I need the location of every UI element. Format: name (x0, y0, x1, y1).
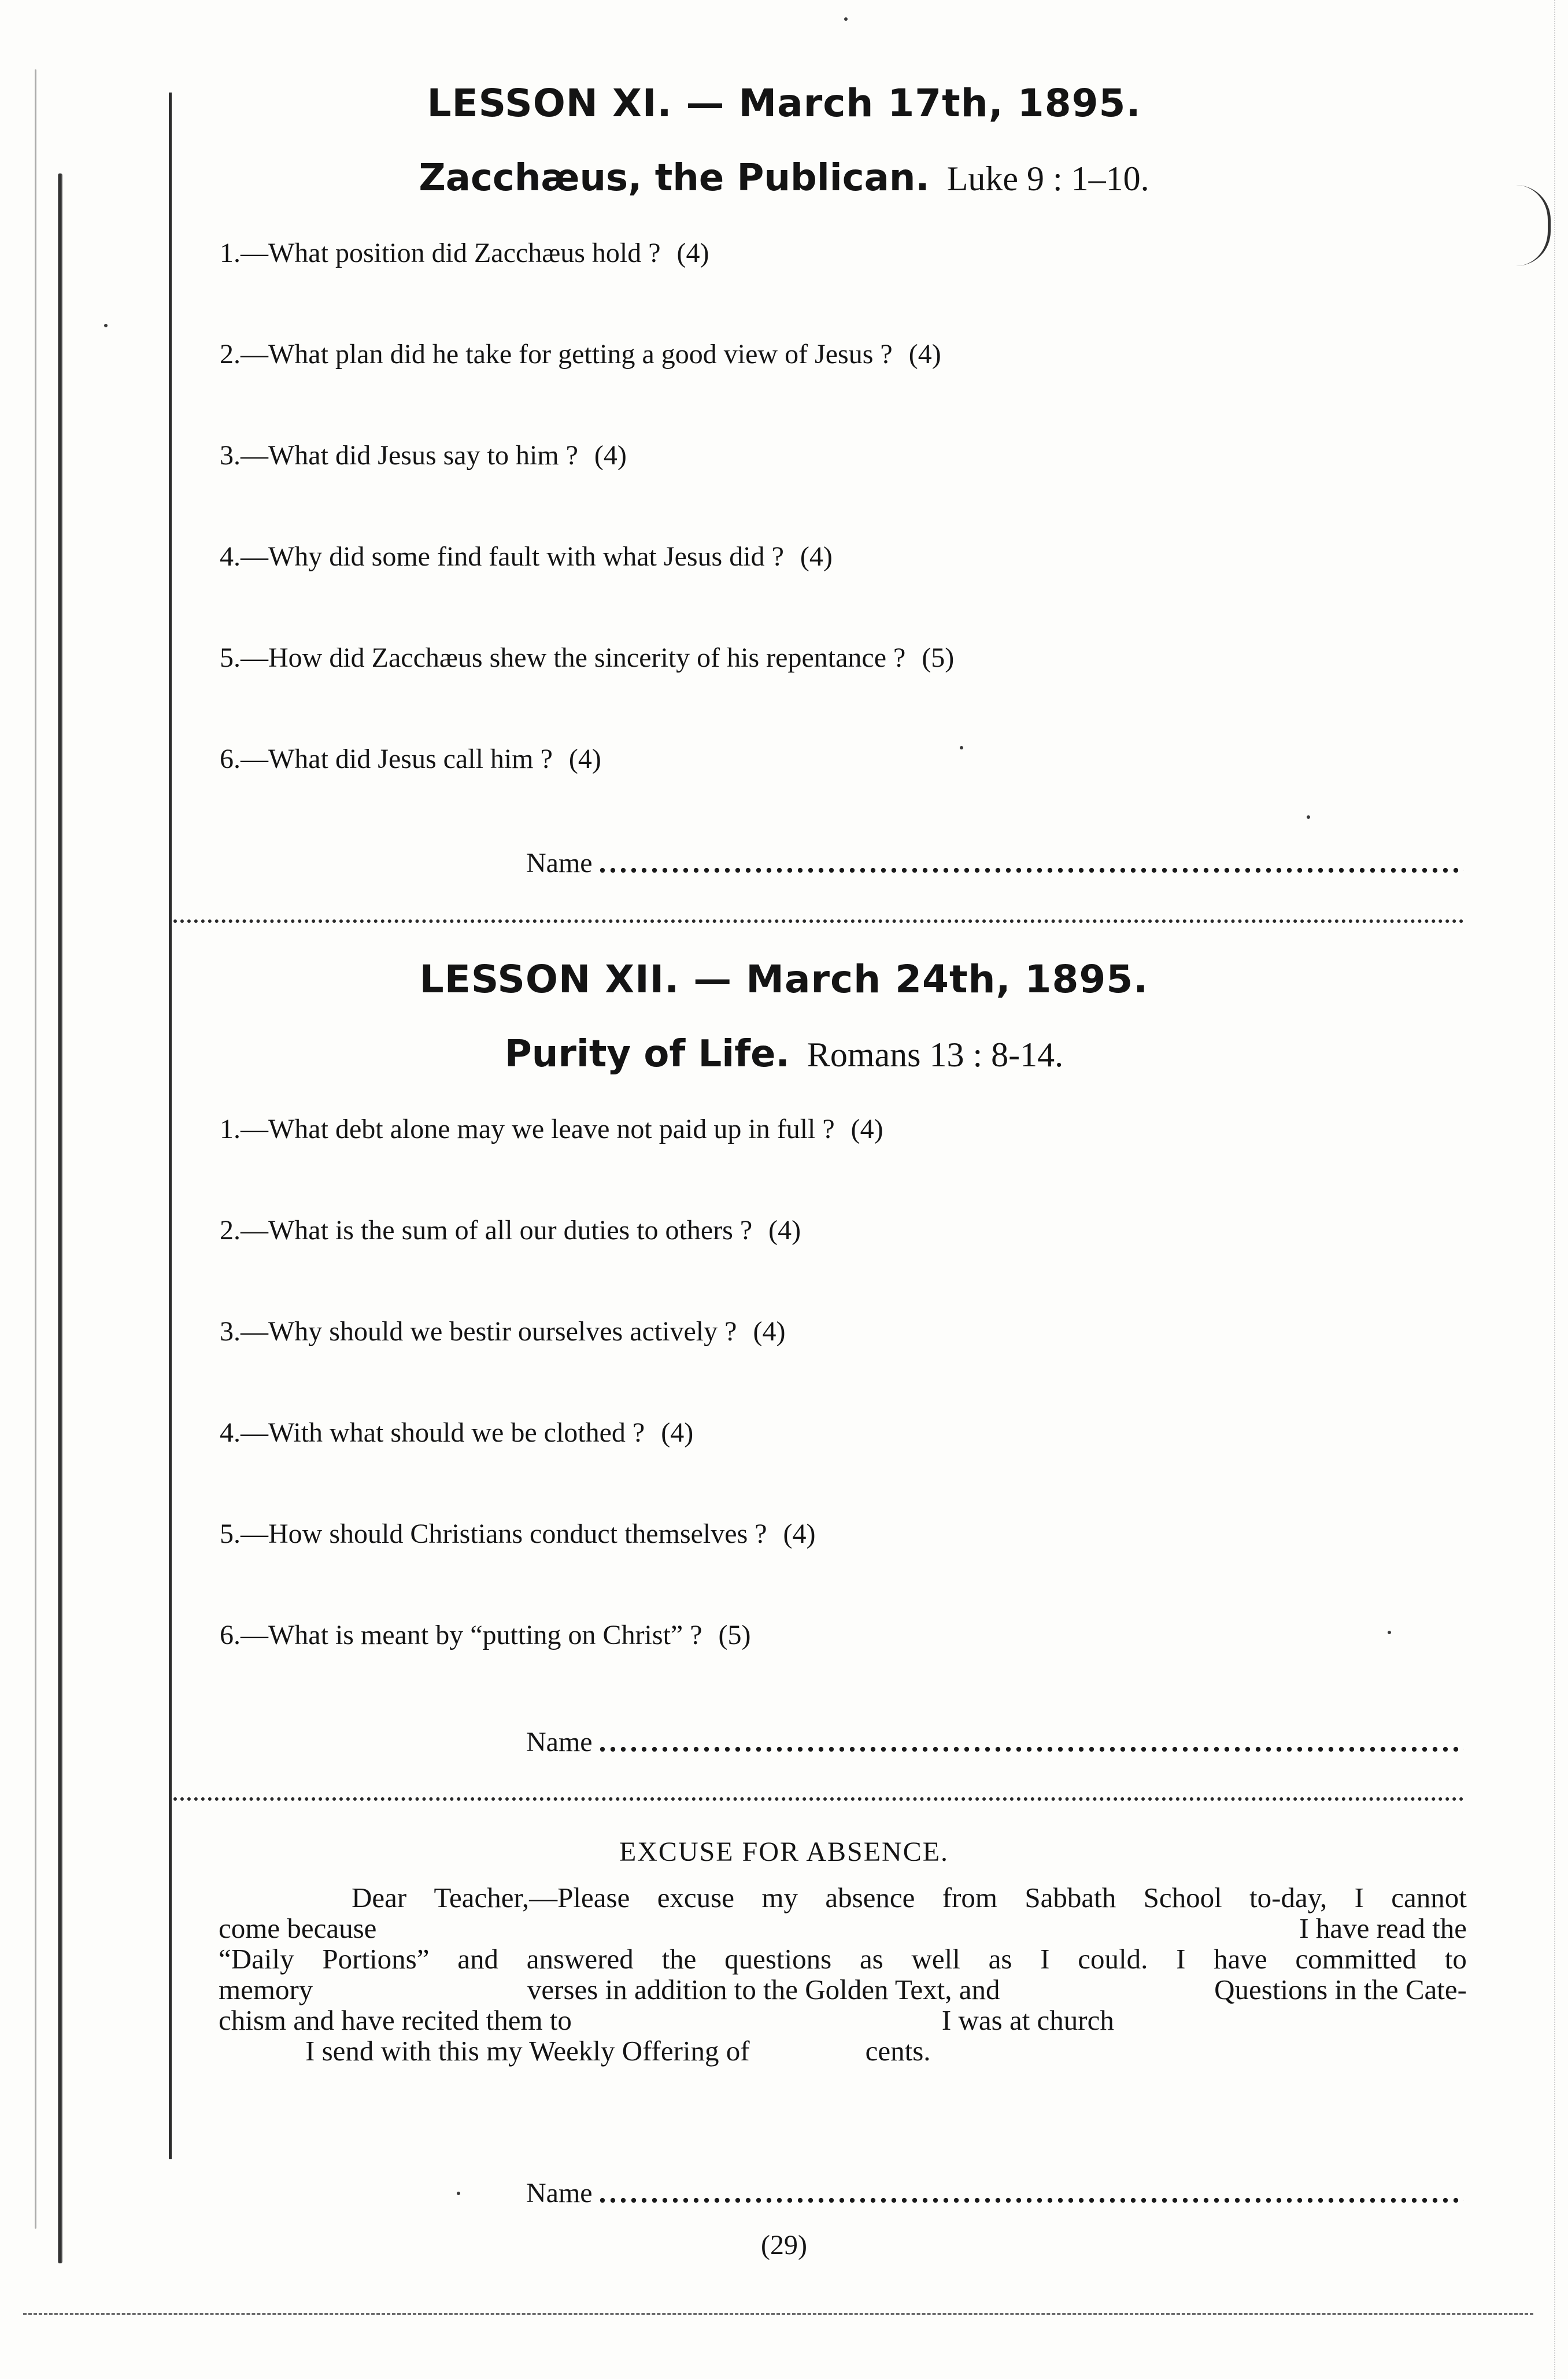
question-marks: (4) (594, 440, 627, 471)
excuse-word: well (911, 1943, 960, 1975)
excuse-word: committed (1295, 1943, 1417, 1975)
scan-speck (960, 746, 963, 749)
lesson-12-question-5 (220, 1518, 816, 1550)
excuse-word: cannot (1391, 1882, 1467, 1913)
lesson-11-question-1 (220, 237, 709, 269)
excuse-line-1 (219, 1882, 1467, 1913)
question-text: 5.—How should Christians conduct themselves ? (220, 1519, 767, 1549)
name-dotted-line[interactable] (597, 867, 1464, 873)
lesson-11-question-4 (220, 541, 833, 572)
lesson-11-title: Zacchæus, the Publican. (419, 157, 930, 200)
excuse-word: as (988, 1943, 1012, 1975)
scan-speck (1388, 1631, 1391, 1634)
question-text: 4.—With what should we be clothed ? (220, 1417, 645, 1448)
question-marks: (4) (908, 339, 941, 370)
question-marks: (4) (676, 238, 709, 268)
name-dotted-line[interactable] (597, 2197, 1464, 2203)
question-marks: (5) (922, 642, 955, 673)
excuse-word: have (1214, 1943, 1267, 1975)
excuse-word: the (661, 1943, 697, 1975)
excuse-line-3 (219, 1944, 1467, 1974)
lesson-12-question-1 (220, 1113, 883, 1145)
question-text: 3.—What did Jesus say to him ? (220, 440, 578, 471)
page-number: (29) (761, 2230, 807, 2260)
lesson-12-reference: Romans 13 : 8-14. (807, 1036, 1064, 1074)
question-marks: (5) (718, 1620, 751, 1650)
question-marks: (4) (800, 541, 833, 572)
excuse-word: my (761, 1882, 798, 1913)
excuse-name-field[interactable] (526, 2174, 1464, 2209)
question-text: 2.—What is the sum of all our duties to others ? (220, 1215, 753, 1246)
lesson-11-name-field[interactable] (526, 844, 1464, 879)
scan-speck (844, 17, 848, 21)
excuse-word: from (942, 1882, 997, 1913)
question-text: 1.—What position did Zacchæus hold ? (220, 238, 661, 268)
question-text: 6.—What is meant by “putting on Christ” ? (220, 1620, 702, 1650)
excuse-word: as (859, 1943, 883, 1975)
excuse-word: I (1040, 1943, 1050, 1975)
excuse-word: Dear (352, 1882, 407, 1913)
excuse-word: to (1444, 1943, 1467, 1975)
scan-speck (457, 2192, 460, 2195)
excuse-phrase: Questions in the Cate- (1214, 1974, 1467, 2005)
excuse-phrase: memory (219, 1974, 313, 2005)
excuse-phrase: come because (219, 1912, 377, 1944)
excuse-word: questions (724, 1943, 832, 1975)
excuse-word: I (1176, 1943, 1186, 1975)
name-label: Name (526, 1727, 593, 1757)
question-text: 3.—Why should we bestir ourselves actively ? (220, 1316, 737, 1347)
excuse-line-2 (219, 1913, 1467, 1944)
lesson-11-question-6 (220, 743, 601, 775)
excuse-title: EXCUSE FOR ABSENCE. (619, 1837, 949, 1867)
excuse-phrase: I was at church (941, 2004, 1114, 2036)
excuse-word: excuse (657, 1882, 735, 1913)
scan-speck (1307, 815, 1310, 819)
question-text: 2.—What plan did he take for getting a good view of Jesus ? (220, 339, 893, 370)
name-label: Name (526, 2178, 593, 2208)
lesson-12-question-6 (220, 1619, 750, 1651)
excuse-word: “Daily (219, 1943, 294, 1975)
lesson-11-reference: Luke 9 : 1–10. (946, 160, 1149, 198)
excuse-word: to-day, (1249, 1882, 1327, 1913)
lesson-11-heading: LESSON XI. — March 17th, 1895. (427, 81, 1141, 125)
lesson-12-heading: LESSON XII. — March 24th, 1895. (419, 957, 1149, 1002)
lesson-12-question-2 (220, 1214, 801, 1246)
lesson-12-subtitle (0, 1032, 1568, 1076)
page-edge-shadow (35, 69, 36, 2229)
question-text: 5.—How did Zacchæus shew the sincerity of his repentance ? (220, 642, 906, 673)
lesson-11-subtitle (0, 156, 1568, 200)
lesson-12-question-4 (220, 1417, 693, 1449)
question-text: 1.—What debt alone may we leave not paid up in full ? (220, 1114, 835, 1144)
excuse-phrase: cents. (865, 2035, 931, 2067)
right-page-edge (1554, 0, 1556, 2379)
scan-speck (104, 324, 108, 327)
excuse-line-6 (219, 2036, 1467, 2066)
excuse-word: School (1143, 1882, 1222, 1913)
excuse-word: absence (825, 1882, 915, 1913)
excuse-word: Portions” (322, 1943, 430, 1975)
excuse-line-4 (219, 1974, 1467, 2005)
excuse-word: and (457, 1943, 498, 1975)
excuse-line-5 (219, 2005, 1467, 2036)
lesson-12-question-3 (220, 1316, 785, 1347)
lesson-11-question-3 (220, 439, 627, 471)
question-marks: (4) (568, 744, 601, 774)
excuse-word: Sabbath (1025, 1882, 1116, 1913)
question-marks: (4) (783, 1519, 816, 1549)
excuse-phrase: I send with this my Weekly Offering of (305, 2035, 750, 2067)
lesson-12-title: Purity of Life. (504, 1033, 790, 1076)
question-marks: (4) (850, 1114, 883, 1144)
question-text: 4.—Why did some find fault with what Jesus did ? (220, 541, 784, 572)
question-marks: (4) (753, 1316, 786, 1347)
question-marks: (4) (661, 1417, 694, 1448)
bottom-page-edge (23, 2313, 1533, 2317)
excuse-word: answered (526, 1943, 634, 1975)
section-divider (173, 1797, 1464, 1801)
binding-edge (58, 173, 62, 2263)
lesson-11-question-5 (220, 642, 954, 674)
excuse-phrase: chism and have recited them to (219, 2004, 572, 2036)
excuse-word: Teacher,—Please (434, 1882, 630, 1913)
lesson-11-question-2 (220, 338, 941, 370)
question-marks: (4) (768, 1215, 801, 1246)
excuse-phrase: verses in addition to the Golden Text, and (527, 1974, 1000, 2005)
question-text: 6.—What did Jesus call him ? (220, 744, 553, 774)
name-dotted-line[interactable] (597, 1746, 1464, 1752)
excuse-word: could. (1078, 1943, 1148, 1975)
name-label: Name (526, 848, 593, 878)
excuse-body (219, 1882, 1467, 2066)
excuse-word: I (1354, 1882, 1364, 1913)
lesson-12-name-field[interactable] (526, 1723, 1464, 1758)
section-divider (173, 919, 1464, 923)
excuse-phrase: I have read the (1299, 1912, 1467, 1944)
